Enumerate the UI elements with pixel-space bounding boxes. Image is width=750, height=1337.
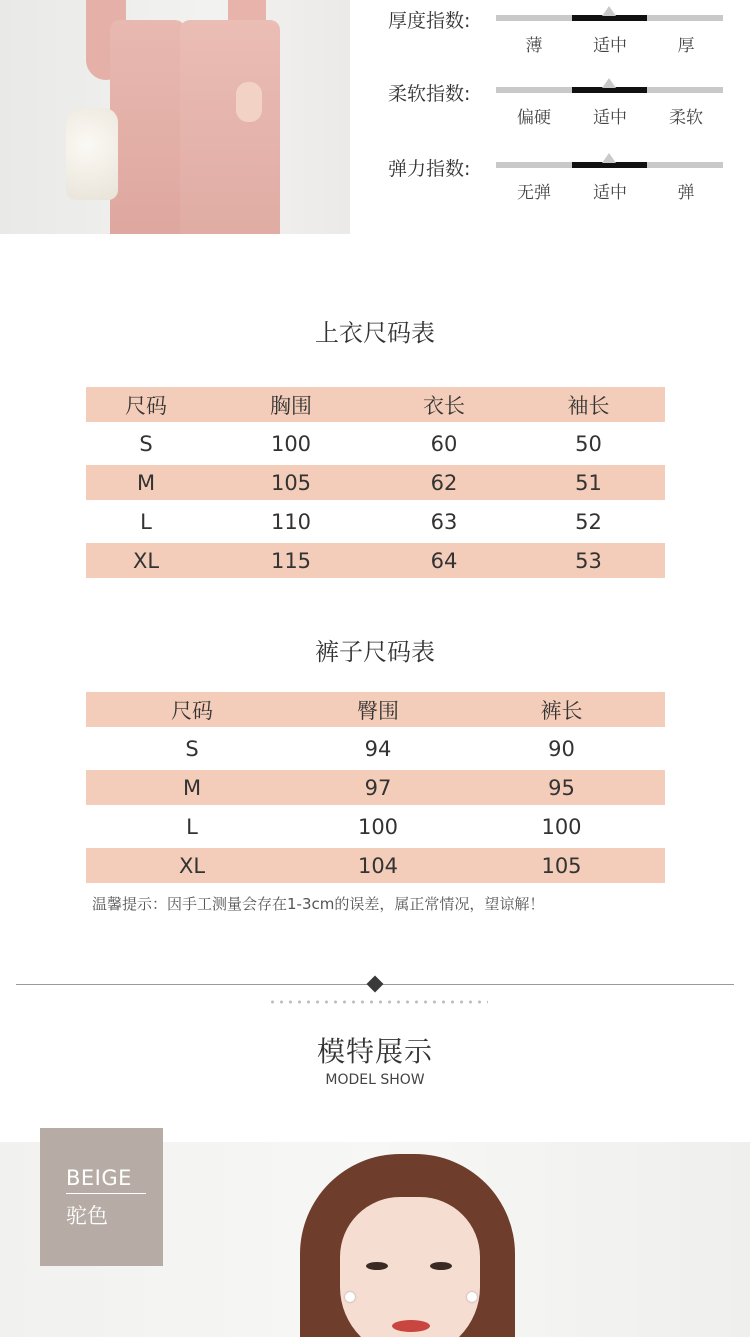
color-tag bbox=[40, 1128, 163, 1266]
photo-pant-leg-left bbox=[110, 20, 185, 234]
triangle-marker-icon bbox=[602, 78, 616, 88]
table-cell: 62 bbox=[430, 470, 458, 495]
color-tag-divider bbox=[66, 1193, 146, 1194]
table-cell: 105 bbox=[270, 470, 312, 495]
table-cell: M bbox=[136, 470, 156, 495]
top-size-table bbox=[86, 387, 665, 582]
table-row bbox=[86, 465, 665, 500]
table-cell: 100 bbox=[270, 431, 312, 456]
table-cell: L bbox=[140, 509, 152, 534]
photo-eye bbox=[366, 1262, 388, 1270]
index-option: 偏硬 bbox=[517, 108, 551, 128]
index-scale-bar bbox=[496, 15, 723, 21]
table-cell: M bbox=[182, 775, 202, 800]
table-cell: 110 bbox=[270, 509, 312, 534]
table-cell: 63 bbox=[430, 509, 458, 534]
table-cell: XL bbox=[178, 853, 206, 878]
table-cell: 60 bbox=[430, 431, 458, 456]
pearl-earring-icon bbox=[345, 1292, 355, 1302]
table-cell: 100 bbox=[541, 814, 582, 839]
triangle-marker-icon bbox=[602, 153, 616, 163]
table-cell: 52 bbox=[575, 509, 602, 534]
table-cell: XL bbox=[132, 548, 160, 573]
table-cell: S bbox=[185, 736, 199, 761]
table-cell: 100 bbox=[357, 814, 399, 839]
photo-face bbox=[340, 1197, 480, 1337]
photo-pant-leg-right bbox=[180, 20, 280, 234]
table-cell: 53 bbox=[575, 548, 602, 573]
color-name-en: BEIGE bbox=[66, 1166, 132, 1190]
model-show-subtitle: MODEL SHOW bbox=[325, 1072, 425, 1088]
photo-eye bbox=[430, 1262, 452, 1270]
index-label: 柔软指数: bbox=[388, 83, 471, 105]
photo-hand bbox=[236, 82, 262, 122]
table-cell: 90 bbox=[548, 736, 575, 761]
pearl-earring-icon bbox=[467, 1292, 477, 1302]
measurement-note: 温馨提示：因手工测量会存在1-3cm的误差，属正常情况，望谅解！ bbox=[92, 895, 545, 913]
index-option: 薄 bbox=[525, 36, 543, 56]
table-cell: 50 bbox=[575, 431, 602, 456]
photo-lips bbox=[392, 1320, 430, 1332]
product-photo-top bbox=[0, 0, 350, 234]
table-row bbox=[86, 731, 665, 766]
table-header-cell: 尺码 bbox=[171, 698, 213, 723]
color-name-zh: 驼色 bbox=[66, 1204, 108, 1228]
table-cell: 104 bbox=[357, 853, 399, 878]
table-header-cell: 尺码 bbox=[125, 393, 167, 418]
index-scale-bar bbox=[496, 87, 723, 93]
table-cell: L bbox=[186, 814, 198, 839]
photo-handbag bbox=[66, 108, 118, 200]
table-cell: 105 bbox=[541, 853, 582, 878]
table-cell: 95 bbox=[548, 775, 575, 800]
table-cell: 64 bbox=[430, 548, 458, 573]
triangle-marker-icon bbox=[602, 6, 616, 16]
table-row bbox=[86, 504, 665, 539]
index-label: 弹力指数: bbox=[388, 158, 471, 180]
index-scale-bar bbox=[496, 162, 723, 168]
table-cell: 97 bbox=[364, 775, 392, 800]
table-row bbox=[86, 770, 665, 805]
table-row bbox=[86, 543, 665, 578]
table-header-cell: 袖长 bbox=[567, 393, 610, 418]
index-option: 适中 bbox=[593, 108, 627, 128]
table-cell: 115 bbox=[270, 548, 312, 573]
pants-size-table bbox=[86, 692, 665, 887]
table-header-cell: 裤长 bbox=[540, 698, 583, 723]
table-header-row bbox=[86, 387, 665, 422]
table-header-cell: 胸围 bbox=[270, 393, 312, 418]
index-label: 厚度指数: bbox=[388, 10, 471, 32]
table-cell: S bbox=[139, 431, 153, 456]
dotted-decoration bbox=[268, 1000, 488, 1004]
index-option: 弹 bbox=[677, 183, 695, 203]
table-header-cell: 臀围 bbox=[357, 698, 399, 723]
pants-size-table-title: 裤子尺码表 bbox=[315, 638, 435, 666]
table-header-cell: 衣长 bbox=[423, 393, 465, 418]
index-option: 厚 bbox=[677, 36, 695, 56]
index-option: 柔软 bbox=[669, 108, 703, 128]
table-cell: 51 bbox=[575, 470, 602, 495]
index-option: 无弹 bbox=[517, 183, 551, 203]
top-size-table-title: 上衣尺码表 bbox=[315, 319, 435, 347]
table-row bbox=[86, 426, 665, 461]
index-option: 适中 bbox=[593, 183, 627, 203]
table-row bbox=[86, 809, 665, 844]
table-header-row bbox=[86, 692, 665, 727]
index-option: 适中 bbox=[593, 36, 627, 56]
table-cell: 94 bbox=[364, 736, 392, 761]
model-show-title: 模特展示 bbox=[316, 1035, 433, 1068]
table-row bbox=[86, 848, 665, 883]
diamond-icon bbox=[367, 976, 384, 993]
